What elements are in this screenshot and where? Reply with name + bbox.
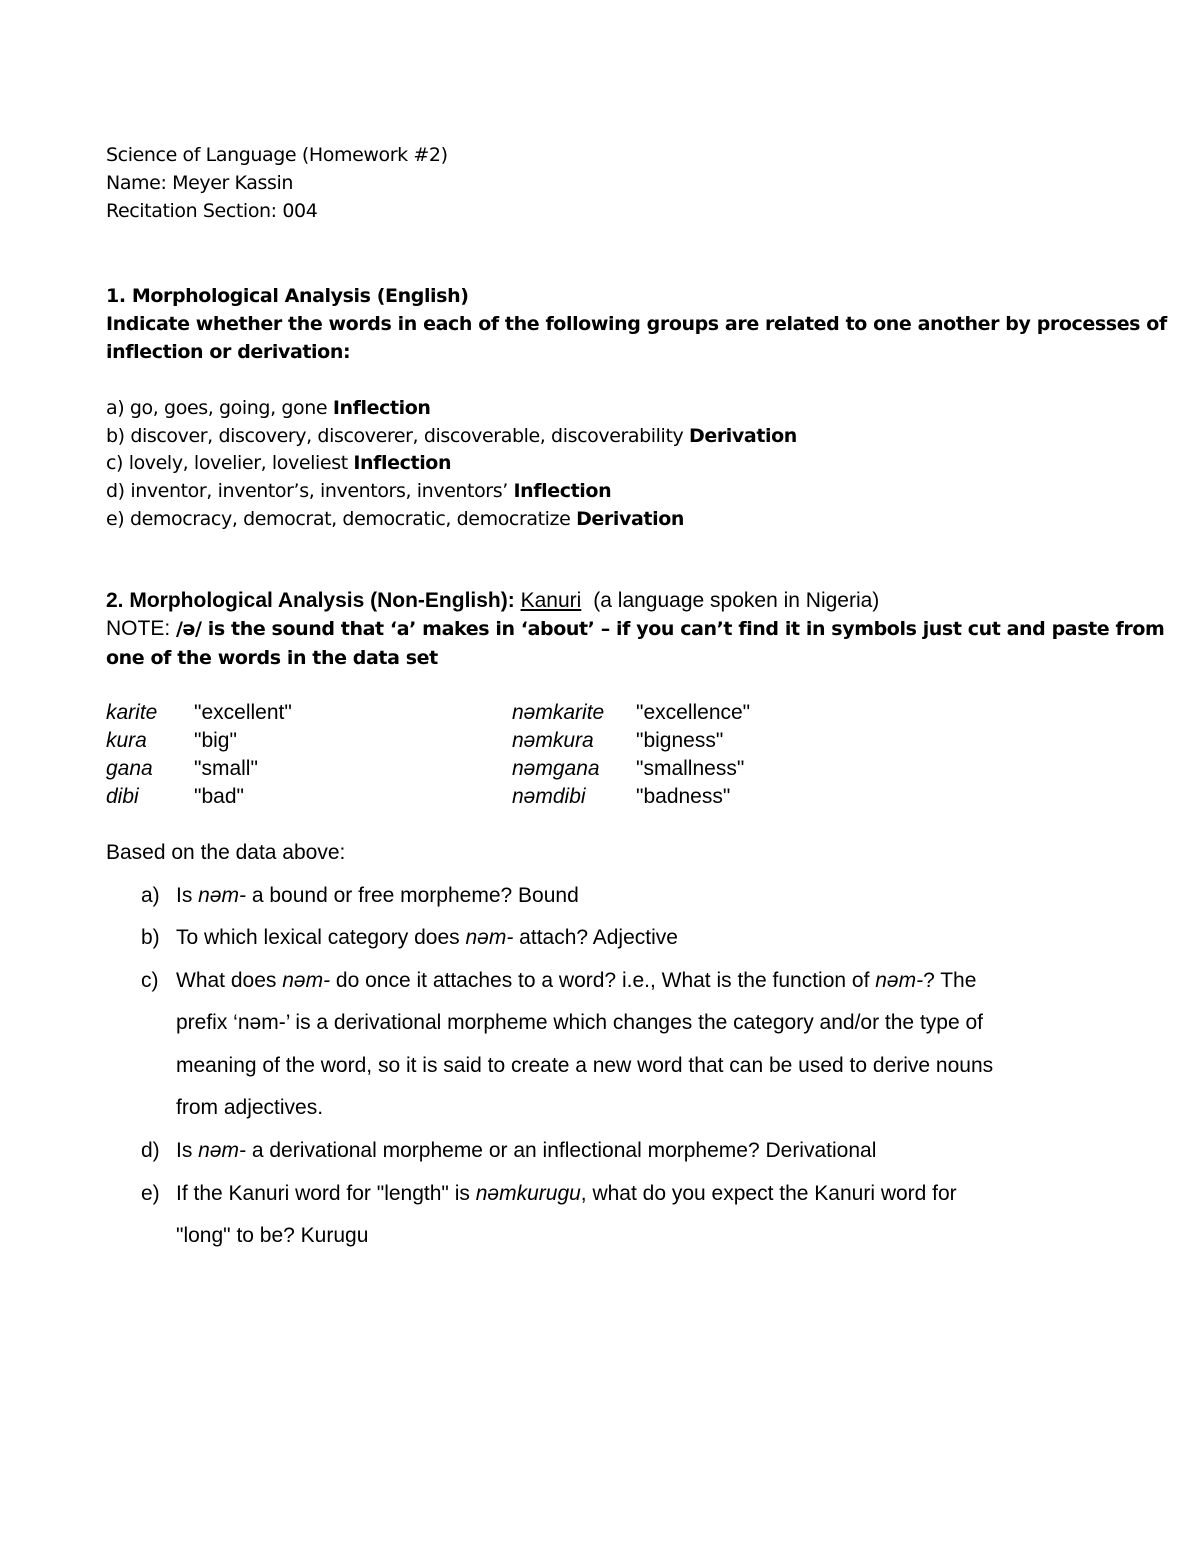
q2b-pre: To which lexical category does bbox=[176, 926, 466, 949]
q2-heading-prefix: 2. Morphological Analysis (Non-English): bbox=[106, 589, 521, 612]
q2e-line2: "long" to be? Kurugu bbox=[176, 1224, 369, 1247]
q2c-line2: prefix ‘nəm-’ is a derivational morpheme which changes the category and/or the type of bbox=[176, 1011, 983, 1034]
q2e-pre: If the Kanuri word for "length" is bbox=[176, 1182, 476, 1205]
q2-note-line1 bbox=[106, 617, 1164, 641]
q1-item-answer: Derivation bbox=[688, 425, 797, 447]
q2c-mid: do once it attaches to a word? i.e., What is the function of bbox=[330, 969, 876, 992]
q2d-post: a derivational morpheme or an inflectional morpheme? Derivational bbox=[246, 1139, 877, 1162]
data-derived: nəmgana bbox=[512, 757, 600, 780]
q2a-post: a bound or free morpheme? Bound bbox=[246, 884, 579, 907]
data-word: dibi bbox=[106, 785, 139, 808]
q1-item-text: b) discover, discovery, discoverer, discoverable, discoverability bbox=[106, 425, 689, 447]
data-derived: nəmdibi bbox=[512, 785, 586, 808]
q2e-post: , what do you expect the Kanuri word for bbox=[580, 1182, 957, 1205]
q2-note-text: /ə/ is the sound that ‘a’ makes in ‘about’ – if you can’t find it in symbols just cut and paste from bbox=[176, 618, 1165, 640]
q2c-marker: c) bbox=[141, 969, 159, 992]
q1-item-answer: Inflection bbox=[513, 480, 612, 502]
q1-item-text: e) democracy, democrat, democratic, democratize bbox=[106, 508, 577, 530]
q2-heading bbox=[106, 589, 879, 613]
data-gloss: "small" bbox=[194, 757, 258, 780]
q2d-text bbox=[176, 1139, 876, 1163]
data-gloss: "big" bbox=[194, 729, 237, 752]
data-word: karite bbox=[106, 701, 158, 724]
recitation-section: Recitation Section: 004 bbox=[106, 200, 318, 222]
data-gloss: "excellent" bbox=[194, 701, 292, 724]
q2c-line1 bbox=[176, 969, 976, 993]
q1-instruction-line2: inflection or derivation: bbox=[106, 341, 351, 363]
q2-language: Kanuri bbox=[520, 589, 582, 612]
q2a-marker: a) bbox=[141, 884, 160, 907]
q1-item-answer: Inflection bbox=[332, 397, 431, 419]
data-derived-gloss: "excellence" bbox=[636, 701, 751, 724]
q2e-line1 bbox=[176, 1182, 957, 1206]
q2a-pre: Is bbox=[176, 884, 199, 907]
q1-item-text: c) lovely, lovelier, loveliest bbox=[106, 452, 354, 474]
q2-note-line2: one of the words in the data set bbox=[106, 647, 438, 669]
q2d-morpheme: nəm- bbox=[198, 1139, 247, 1162]
data-derived-gloss: "smallness" bbox=[636, 757, 745, 780]
data-word: gana bbox=[106, 757, 153, 780]
data-derived: nəmkura bbox=[512, 729, 594, 752]
q2-intro: Based on the data above: bbox=[106, 841, 346, 864]
q1-item-text: d) inventor, inventor’s, inventors, inventors’ bbox=[106, 480, 514, 502]
q2e-word: nəmkurugu bbox=[475, 1182, 581, 1205]
q2b-morpheme: nəm- bbox=[465, 926, 514, 949]
data-derived-gloss: "bigness" bbox=[636, 729, 724, 752]
q2e-marker: e) bbox=[141, 1182, 160, 1205]
q1-heading: 1. Morphological Analysis (English) bbox=[106, 285, 469, 307]
q2d-marker: d) bbox=[141, 1139, 160, 1162]
data-derived: nəmkarite bbox=[512, 701, 605, 724]
q2b-post: attach? Adjective bbox=[513, 926, 678, 949]
q2c-morpheme: nəm- bbox=[875, 969, 924, 992]
q2a-morpheme: nəm- bbox=[198, 884, 247, 907]
q2-note-prefix: NOTE: bbox=[106, 617, 177, 640]
q2c-line3: meaning of the word, so it is said to create a new word that can be used to derive nouns bbox=[176, 1054, 994, 1077]
data-gloss: "bad" bbox=[194, 785, 244, 808]
student-name: Name: Meyer Kassin bbox=[106, 172, 294, 194]
q1-item-e bbox=[106, 508, 684, 530]
q2c-pre: What does bbox=[176, 969, 283, 992]
data-word: kura bbox=[106, 729, 147, 752]
q2-language-note: (a language spoken in Nigeria) bbox=[593, 589, 880, 612]
q2b-text bbox=[176, 926, 678, 950]
q2c-morpheme: nəm- bbox=[282, 969, 331, 992]
q2d-pre: Is bbox=[176, 1139, 199, 1162]
q2a-text bbox=[176, 884, 579, 908]
q1-item-a bbox=[106, 397, 431, 419]
q1-item-answer: Derivation bbox=[576, 508, 684, 530]
q1-item-c bbox=[106, 452, 451, 474]
doc-title: Science of Language (Homework #2) bbox=[106, 144, 448, 166]
data-derived-gloss: "badness" bbox=[636, 785, 731, 808]
q1-item-d bbox=[106, 480, 611, 502]
q1-item-b bbox=[106, 425, 797, 447]
q2c-line4: from adjectives. bbox=[176, 1096, 324, 1119]
q2c-post: ? The bbox=[923, 969, 977, 992]
q2b-marker: b) bbox=[141, 926, 160, 949]
q1-item-text: a) go, goes, going, gone bbox=[106, 397, 333, 419]
q1-item-answer: Inflection bbox=[353, 452, 452, 474]
q1-instruction-line1: Indicate whether the words in each of the following groups are related to one another by processes of bbox=[106, 313, 1167, 335]
